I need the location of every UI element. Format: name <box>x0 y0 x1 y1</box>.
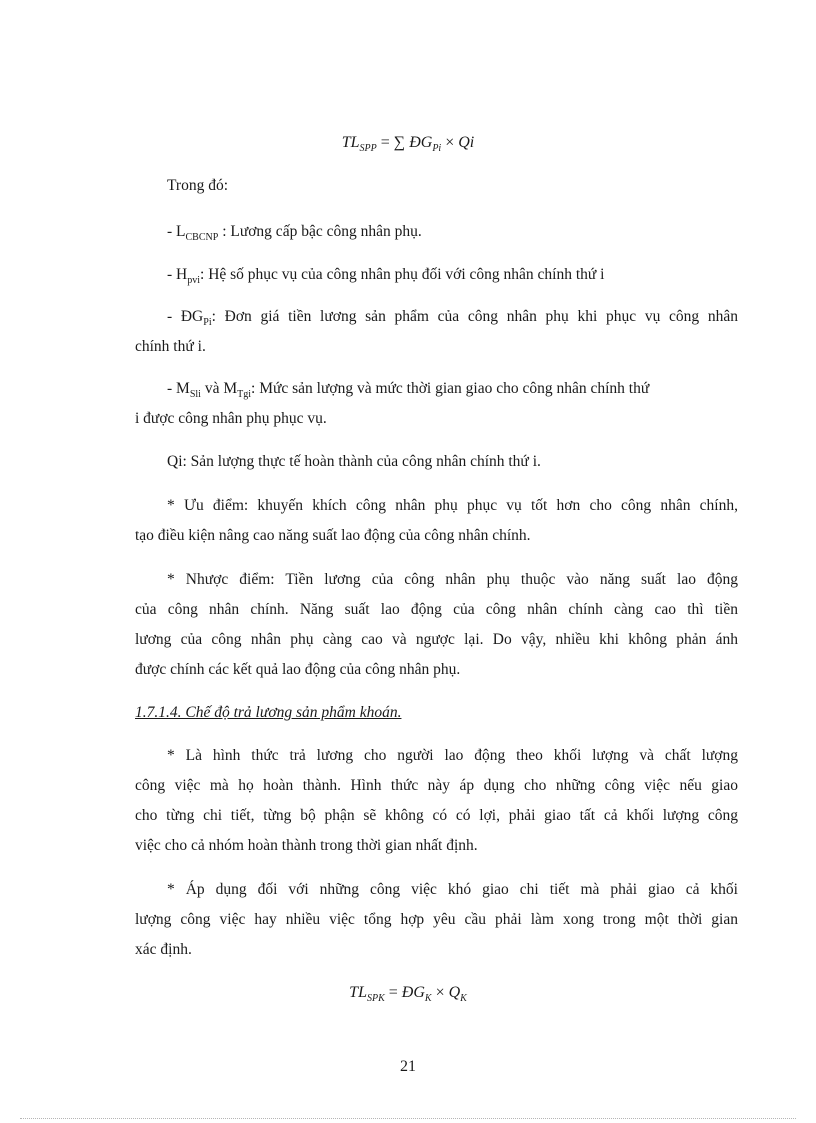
page-number: 21 <box>400 1058 416 1075</box>
khoan-para-line: công việc mà họ hoàn thành. Hình thức này áp dụng cho những công việc nếu giao <box>135 777 738 794</box>
nhuoc-diem-line: của công nhân chính. Năng suất lao động của công nhân chính càng cao thì tiền <box>135 601 738 618</box>
definition-qi: Qi: Sản lượng thực tế hoàn thành của công nhân chính thứ i. <box>167 453 541 470</box>
khoan-para-line: việc cho cả nhóm hoàn thành trong thời gian nhất định. <box>135 837 478 854</box>
definition-hpvi: - $H_{pvi}$: Hệ số phục vụ của công nhân phụ đối với công nhân chính thứ i <box>167 266 605 286</box>
nhuoc-diem-line: lương của công nhân phụ càng cao và ngược lại. Do vậy, nhiều khi không phản ánh <box>135 631 738 648</box>
definition-msli-mtgi: - $M_{Sli}$ và $M_{Tgi}$: Mức sản lượng và mức thời gian giao cho công nhân chính thứ <box>167 380 650 400</box>
apdung-para-line: * Áp dụng đối với những công việc khó giao chi tiết mà phải giao cả khối <box>167 881 738 898</box>
trong-do-label: Trong đó: <box>167 177 229 194</box>
formula-tl-spk: $TL_{SPK}$ = $ĐG_K \times Q_K$ <box>349 984 467 1004</box>
nhuoc-diem-line: * Nhược điểm: Tiền lương của công nhân phụ thuộc vào năng suất lao động <box>167 571 738 588</box>
formula-tl-spp: $TL_{SPP}$ = ∑ $ĐG_{Pi} \times Qi$ <box>341 134 475 154</box>
uu-diem-line: * Ưu điểm: khuyến khích công nhân phụ phục vụ tốt hơn cho công nhân chính, <box>167 497 738 514</box>
definition-msli-mtgi-cont: i được công nhân phụ phục vụ. <box>135 410 327 427</box>
apdung-para-line: xác định. <box>135 941 192 958</box>
definition-dgpi-cont: chính thứ i. <box>135 338 206 355</box>
khoan-para-line: * Là hình thức trả lương cho người lao động theo khối lượng và chất lượng <box>167 747 738 764</box>
page-bottom-divider <box>20 1118 796 1119</box>
khoan-para-line: cho từng chi tiết, từng bộ phận sẽ không có có lợi, phải giao tất cả khối lượng công <box>135 807 738 824</box>
uu-diem-line: tạo điều kiện nâng cao năng suất lao động của công nhân chính. <box>135 527 531 544</box>
definition-lcbcnp: - $L_{CBCNP}$ : Lương cấp bậc công nhân phụ. <box>167 223 422 243</box>
apdung-para-line: lượng công việc hay nhiều việc tổng hợp yêu cầu phải làm xong trong một thời gian <box>135 911 738 928</box>
nhuoc-diem-line: được chính các kết quả lao động của công nhân phụ. <box>135 661 461 678</box>
section-heading: 1.7.1.4. Chế độ trả lương sản phẩm khoán. <box>135 704 402 721</box>
definition-dgpi: - $ĐG_{Pi}$: Đơn giá tiền lương sản phẩm của công nhân phụ khi phục vụ công nhân <box>167 308 738 328</box>
